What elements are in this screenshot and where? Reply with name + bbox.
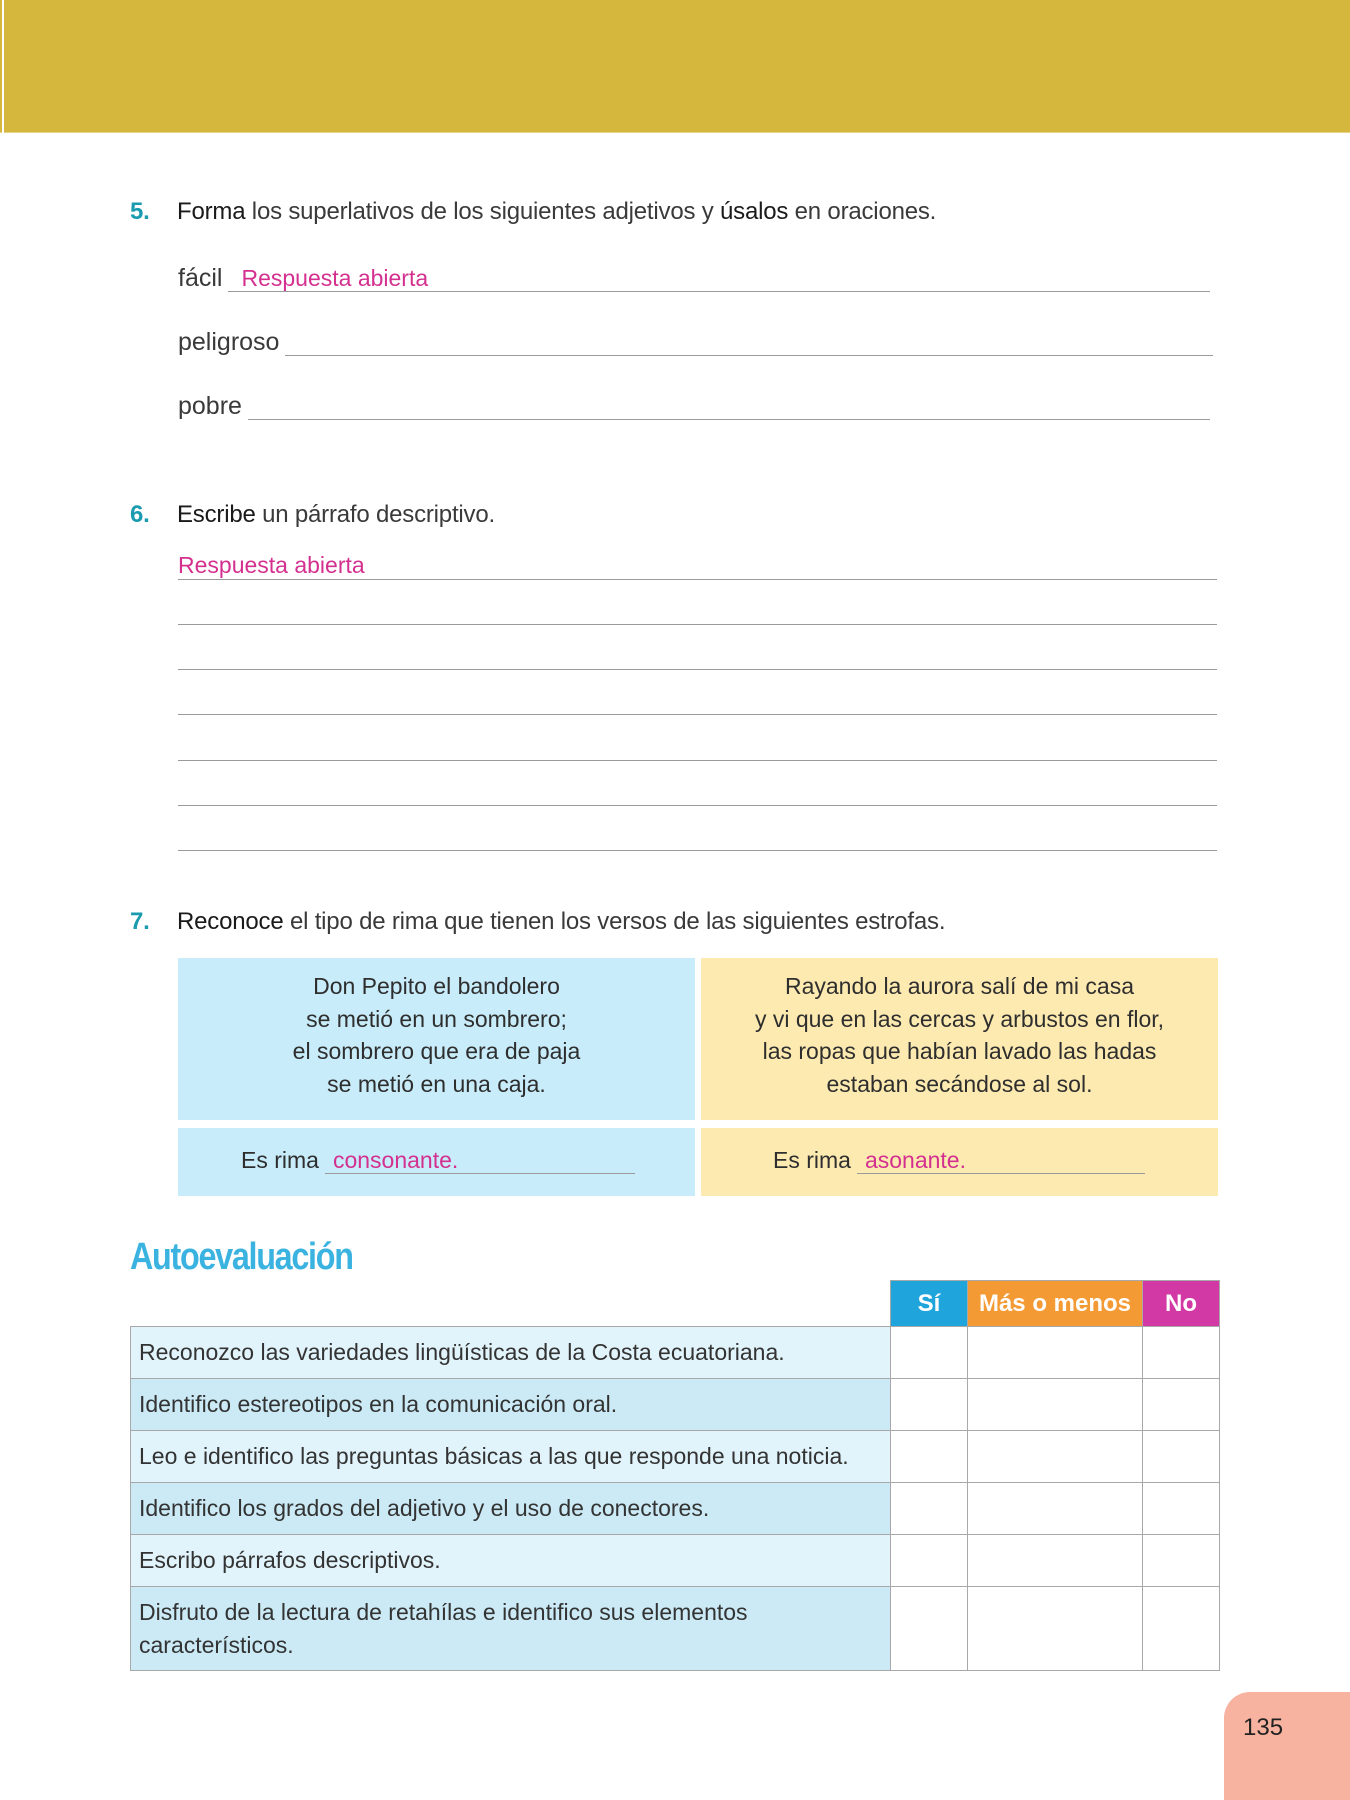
check-cell-si[interactable] [891,1327,968,1379]
paragraph-line[interactable] [178,668,1217,670]
verse-line: y vi que en las cercas y arbustos en flor, [754,1005,1165,1032]
rhyme-answer-field[interactable] [325,1146,635,1174]
check-cell-si[interactable] [891,1587,968,1671]
answer-text: Respuesta abierta [241,265,429,291]
exercise-number: 6. [130,501,150,528]
header-blank [131,1281,891,1327]
check-cell-no[interactable] [1143,1535,1220,1587]
exercise-verb: Escribe [177,501,256,528]
paragraph-line[interactable] [178,759,1217,761]
verse-line: las ropas que habían lavado las hadas [762,1038,1157,1064]
criterion-cell: Leo e identifico las preguntas básicas a las que responde una noticia. [131,1431,891,1483]
check-cell-si[interactable] [891,1379,968,1431]
superlative-row-facil [178,256,1210,292]
exercise-verb: Reconoce [177,908,284,935]
criterion-cell: Reconozco las variedades lingüísticas de la Costa ecuatoriana. [131,1327,891,1379]
rhyme-answer-field[interactable] [857,1146,1145,1174]
paragraph-line[interactable] [178,578,1217,580]
table-row [131,1327,1220,1379]
check-cell-mas-o-menos[interactable] [968,1587,1143,1671]
adjective-label: peligroso [178,328,280,356]
table-row [131,1587,1220,1671]
column-header-mas-o-menos: Más o menos [968,1281,1143,1327]
criterion-cell: Identifico estereotipos en la comunicación oral. [131,1379,891,1431]
exercise-7-title [130,908,945,936]
criterion-cell: Escribo párrafos descriptivos. [131,1535,891,1587]
table-row [131,1483,1220,1535]
check-cell-mas-o-menos[interactable] [968,1483,1143,1535]
column-header-si: Sí [891,1281,968,1327]
answer-field[interactable] [285,326,1213,356]
page-number-tab [1224,1692,1350,1800]
header-band [0,0,1350,133]
page-number: 135 [1243,1714,1284,1741]
table-row [131,1535,1220,1587]
superlative-row-peligroso [178,320,1213,356]
adjective-label: pobre [178,392,242,420]
check-cell-si[interactable] [891,1483,968,1535]
table-row [131,1379,1220,1431]
superlative-row-pobre [178,384,1210,420]
check-cell-si[interactable] [891,1431,968,1483]
column-header-no: No [1143,1281,1220,1327]
exercise-5-title [130,198,936,226]
check-cell-no[interactable] [1143,1327,1220,1379]
verse-line: se metió en una caja. [327,1070,546,1097]
table-row [131,1431,1220,1483]
exercise-6-title [130,501,495,529]
check-cell-no[interactable] [1143,1587,1220,1671]
exercise-number: 5. [130,198,150,225]
paragraph-line[interactable] [178,623,1217,625]
exercise-text: los superlativos de los siguientes adjetivos y [245,198,720,225]
criterion-cell: Disfruto de la lectura de retahílas e identifico sus elementos característicos. [131,1587,891,1671]
exercise-text-2: en oraciones. [788,198,937,225]
verse-line: estaban secándose al sol. [826,1070,1093,1097]
rhyme-label: Es rima [773,1147,851,1173]
criterion-cell: Identifico los grados del adjetivo y el uso de conectores. [131,1483,891,1535]
rhyme-answer-box-1 [178,1128,695,1196]
verse-line: se metió en un sombrero; [306,1005,567,1032]
self-assessment-table [130,1280,1220,1671]
check-cell-no[interactable] [1143,1431,1220,1483]
adjective-label: fácil [178,264,223,292]
exercise-verb: Forma [177,198,246,225]
paragraph-line[interactable] [178,849,1217,851]
exercise-text: un párrafo descriptivo. [255,501,495,528]
check-cell-mas-o-menos[interactable] [968,1379,1143,1431]
exercise-number: 7. [130,908,150,935]
self-assessment-title: Autoevaluación [130,1236,353,1278]
rhyme-answer-text: consonante. [332,1147,459,1173]
header-band-edge [2,0,4,133]
check-cell-no[interactable] [1143,1379,1220,1431]
answer-field[interactable] [228,262,1210,292]
verse-line: el sombrero que era de paja [292,1038,581,1064]
answer-field[interactable] [248,390,1210,420]
verse-line: Don Pepito el bandolero [313,973,560,999]
exercise-text: el tipo de rima que tienen los versos de las siguientes estrofas. [283,908,946,935]
paragraph-line[interactable] [178,713,1217,715]
check-cell-mas-o-menos[interactable] [968,1431,1143,1483]
stanza-box-1 [178,958,695,1120]
check-cell-mas-o-menos[interactable] [968,1535,1143,1587]
rhyme-answer-box-2 [701,1128,1218,1196]
rhyme-label: Es rima [241,1147,319,1173]
rhyme-answer-text: asonante. [864,1147,966,1173]
check-cell-no[interactable] [1143,1483,1220,1535]
paragraph-line[interactable] [178,804,1217,806]
paragraph-answer-text: Respuesta abierta [178,552,365,578]
stanza-box-2 [701,958,1218,1120]
verse-line: Rayando la aurora salí de mi casa [784,973,1135,999]
check-cell-si[interactable] [891,1535,968,1587]
check-cell-mas-o-menos[interactable] [968,1327,1143,1379]
exercise-verb-2: úsalos [720,198,789,225]
